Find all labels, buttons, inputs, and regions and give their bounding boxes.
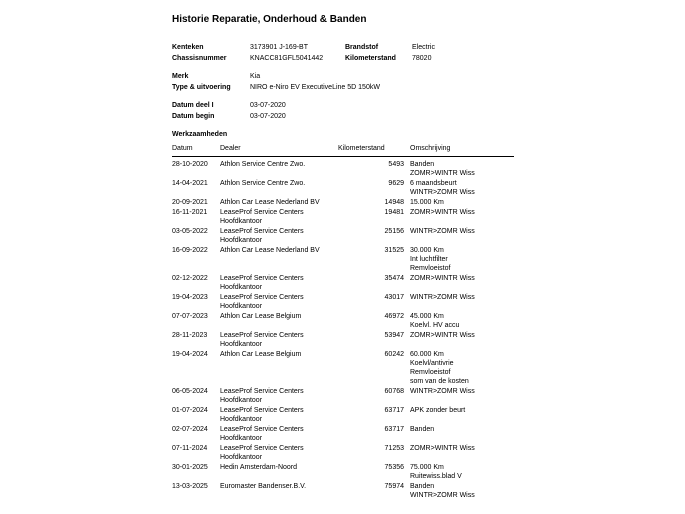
cell-kilometerstand: 53947: [384, 332, 404, 339]
cell-omschrijving: [404, 482, 514, 500]
omschrijving-line: Banden: [410, 483, 435, 490]
omschrijving-line: ZOMR>WINTR Wiss: [410, 445, 475, 452]
table-row: [172, 312, 514, 330]
omschrijving-line: som van de kosten: [410, 378, 469, 385]
table-row: [172, 331, 514, 349]
cell-omschrijving: [404, 274, 514, 292]
cell-omschrijving: [404, 179, 514, 197]
table-header-row: [172, 144, 514, 157]
cell-kilometerstand: 35474: [384, 275, 404, 282]
cell-datum: 14-04-2021: [172, 180, 208, 187]
cell-datum: 28-11-2023: [172, 332, 208, 339]
cell-dealer: LeaseProf Service Centers Hoofdkantoor: [220, 388, 304, 404]
omschrijving-line: Koelvl/antivrie: [410, 360, 454, 367]
omschrijving-line: Ruitewiss.blad V: [410, 473, 462, 480]
omschrijving-line: 6 maandsbeurt: [410, 180, 457, 187]
omschrijving-line: 60.000 Km: [410, 351, 444, 358]
cell-omschrijving: [404, 425, 514, 443]
omschrijving-line: Banden: [410, 426, 435, 433]
omschrijving-line: Koelvl. HV accu: [410, 322, 460, 329]
cell-kilometerstand: 60242: [384, 351, 404, 358]
cell-kilometerstand: 71253: [384, 445, 404, 452]
omschrijving-line: ZOMR>WINTR Wiss: [410, 275, 475, 282]
cell-kilometerstand: 19481: [384, 209, 404, 216]
cell-omschrijving: [404, 463, 514, 481]
table-row: [172, 227, 514, 245]
info-label-datum-deel-1: Datum deel I: [172, 102, 214, 109]
omschrijving-line: WINTR>ZOMR Wiss: [410, 294, 475, 301]
cell-datum: 28-10-2020: [172, 161, 208, 168]
omschrijving-line: WINTR>ZOMR Wiss: [410, 228, 475, 235]
cell-omschrijving: [404, 246, 514, 273]
cell-kilometerstand: 63717: [384, 407, 404, 414]
cell-kilometerstand: 63717: [384, 426, 404, 433]
info-value-merk: Kia: [250, 73, 261, 80]
info-value-chassisnummer: KNACC81GFL5041442: [250, 55, 324, 62]
cell-dealer: LeaseProf Service Centers Hoofdkantoor: [220, 294, 304, 310]
cell-dealer: Athlon Car Lease Nederland BV: [220, 199, 320, 206]
cell-kilometerstand: 60768: [384, 388, 404, 395]
cell-omschrijving: [404, 312, 514, 330]
info-label-kenteken: Kenteken: [172, 44, 204, 51]
page-title: Historie Reparatie, Onderhoud & Banden: [172, 14, 367, 25]
cell-datum: 07-07-2023: [172, 313, 208, 320]
cell-dealer: LeaseProf Service Centers Hoofdkantoor: [220, 209, 304, 225]
info-row: [172, 42, 514, 53]
info-row: [172, 82, 514, 93]
table-row: [172, 463, 514, 481]
cell-dealer: Athlon Service Centre Zwo.: [220, 161, 306, 168]
cell-dealer: Athlon Car Lease Belgium: [220, 313, 302, 320]
table-row: [172, 425, 514, 443]
cell-kilometerstand: 25156: [384, 228, 404, 235]
cell-kilometerstand: 9629: [388, 180, 404, 187]
info-row: [172, 100, 514, 111]
werkzaamheden-table: [172, 144, 514, 500]
table-row: [172, 274, 514, 292]
info-row: [172, 71, 514, 82]
omschrijving-line: 45.000 Km: [410, 313, 444, 320]
table-body: [172, 160, 514, 500]
werkzaamheden-heading: Werkzaamheden: [172, 131, 228, 138]
cell-omschrijving: [404, 350, 514, 386]
cell-omschrijving: [404, 227, 514, 245]
cell-datum: 02-07-2024: [172, 426, 208, 433]
info-value-kenteken: 3173901 J-169-BT: [250, 44, 308, 51]
cell-kilometerstand: 75974: [384, 483, 404, 490]
omschrijving-line: Remvloeistof: [410, 265, 451, 272]
cell-datum: 16-11-2021: [172, 209, 208, 216]
table-row: [172, 246, 514, 273]
omschrijving-line: 75.000 Km: [410, 464, 444, 471]
table-row: [172, 482, 514, 500]
cell-omschrijving: [404, 208, 514, 226]
cell-datum: 19-04-2024: [172, 351, 208, 358]
cell-dealer: LeaseProf Service Centers Hoofdkantoor: [220, 426, 304, 442]
cell-dealer: Athlon Service Centre Zwo.: [220, 180, 306, 187]
cell-datum: 01-07-2024: [172, 407, 208, 414]
table-row: [172, 444, 514, 462]
column-header-kilometerstand: Kilometerstand: [338, 145, 385, 152]
cell-kilometerstand: 43017: [384, 294, 404, 301]
cell-kilometerstand: 46972: [384, 313, 404, 320]
info-value-kilometerstand: 78020: [412, 55, 432, 62]
info-label-merk: Merk: [172, 73, 189, 80]
table-row: [172, 406, 514, 424]
cell-omschrijving: [404, 331, 514, 349]
cell-omschrijving: [404, 160, 514, 178]
info-value-datum-begin: 03-07-2020: [250, 113, 286, 120]
cell-dealer: LeaseProf Service Centers Hoofdkantoor: [220, 407, 304, 423]
cell-dealer: Athlon Car Lease Belgium: [220, 351, 302, 358]
cell-datum: 16-09-2022: [172, 247, 208, 254]
cell-omschrijving: [404, 387, 514, 405]
cell-kilometerstand: 31525: [384, 247, 404, 254]
table-row: [172, 160, 514, 178]
omschrijving-line: WINTR>ZOMR Wiss: [410, 189, 475, 196]
cell-datum: 07-11-2024: [172, 445, 208, 452]
info-value-type-uitvoering: NIRO e-Niro EV ExecutiveLine 5D 150kW: [250, 84, 380, 91]
cell-dealer: Hedin Amsterdam-Noord: [220, 464, 298, 471]
cell-omschrijving: [404, 444, 514, 462]
table-row: [172, 198, 514, 207]
omschrijving-line: Remvloeistof: [410, 369, 451, 376]
column-header-datum: Datum: [172, 145, 193, 152]
cell-omschrijving: [404, 293, 514, 311]
cell-datum: 19-04-2023: [172, 294, 208, 301]
omschrijving-line: ZOMR>WINTR Wiss: [410, 209, 475, 216]
table-row: [172, 387, 514, 405]
omschrijving-line: WINTR>ZOMR Wiss: [410, 388, 475, 395]
cell-omschrijving: [404, 406, 514, 424]
omschrijving-line: 15.000 Km: [410, 199, 444, 206]
omschrijving-line: ZOMR>WINTR Wiss: [410, 170, 475, 177]
cell-dealer: LeaseProf Service Centers Hoofdkantoor: [220, 228, 304, 244]
info-label-datum-begin: Datum begin: [172, 113, 215, 120]
cell-datum: 03-05-2022: [172, 228, 208, 235]
cell-omschrijving: [404, 198, 514, 207]
cell-datum: 02-12-2022: [172, 275, 208, 282]
cell-datum: 30-01-2025: [172, 464, 208, 471]
info-row: [172, 53, 514, 64]
table-row: [172, 208, 514, 226]
vehicle-history-report: [172, 0, 514, 500]
table-row: [172, 179, 514, 197]
omschrijving-line: APK zonder beurt: [410, 407, 466, 414]
cell-dealer: Euromaster Bandenser.B.V.: [220, 483, 307, 490]
info-row: [172, 111, 514, 122]
omschrijving-line: 30.000 Km: [410, 247, 444, 254]
cell-datum: 06-05-2024: [172, 388, 208, 395]
omschrijving-line: Int luchtfilter: [410, 256, 448, 263]
vehicle-info-section: [172, 42, 514, 122]
cell-kilometerstand: 75356: [384, 464, 404, 471]
table-row: [172, 293, 514, 311]
info-label-brandstof: Brandstof: [345, 44, 379, 51]
cell-datum: 13-03-2025: [172, 483, 208, 490]
omschrijving-line: ZOMR>WINTR Wiss: [410, 332, 475, 339]
info-label-type-uitvoering: Type & uitvoering: [172, 84, 231, 91]
cell-dealer: LeaseProf Service Centers Hoofdkantoor: [220, 445, 304, 461]
info-value-datum-deel-1: 03-07-2020: [250, 102, 286, 109]
cell-dealer: LeaseProf Service Centers Hoofdkantoor: [220, 275, 304, 291]
cell-kilometerstand: 5493: [388, 161, 404, 168]
cell-kilometerstand: 14948: [384, 199, 404, 206]
cell-datum: 20-09-2021: [172, 199, 208, 206]
table-row: [172, 350, 514, 386]
info-label-kilometerstand: Kilometerstand: [345, 55, 396, 62]
omschrijving-line: WINTR>ZOMR Wiss: [410, 492, 475, 499]
info-label-chassisnummer: Chassisnummer: [172, 55, 227, 62]
cell-dealer: Athlon Car Lease Nederland BV: [220, 247, 320, 254]
column-header-dealer: Dealer: [220, 145, 241, 152]
omschrijving-line: Banden: [410, 161, 435, 168]
column-header-omschrijving: Omschrijving: [410, 145, 451, 152]
cell-dealer: LeaseProf Service Centers Hoofdkantoor: [220, 332, 304, 348]
info-value-brandstof: Electric: [412, 44, 435, 51]
